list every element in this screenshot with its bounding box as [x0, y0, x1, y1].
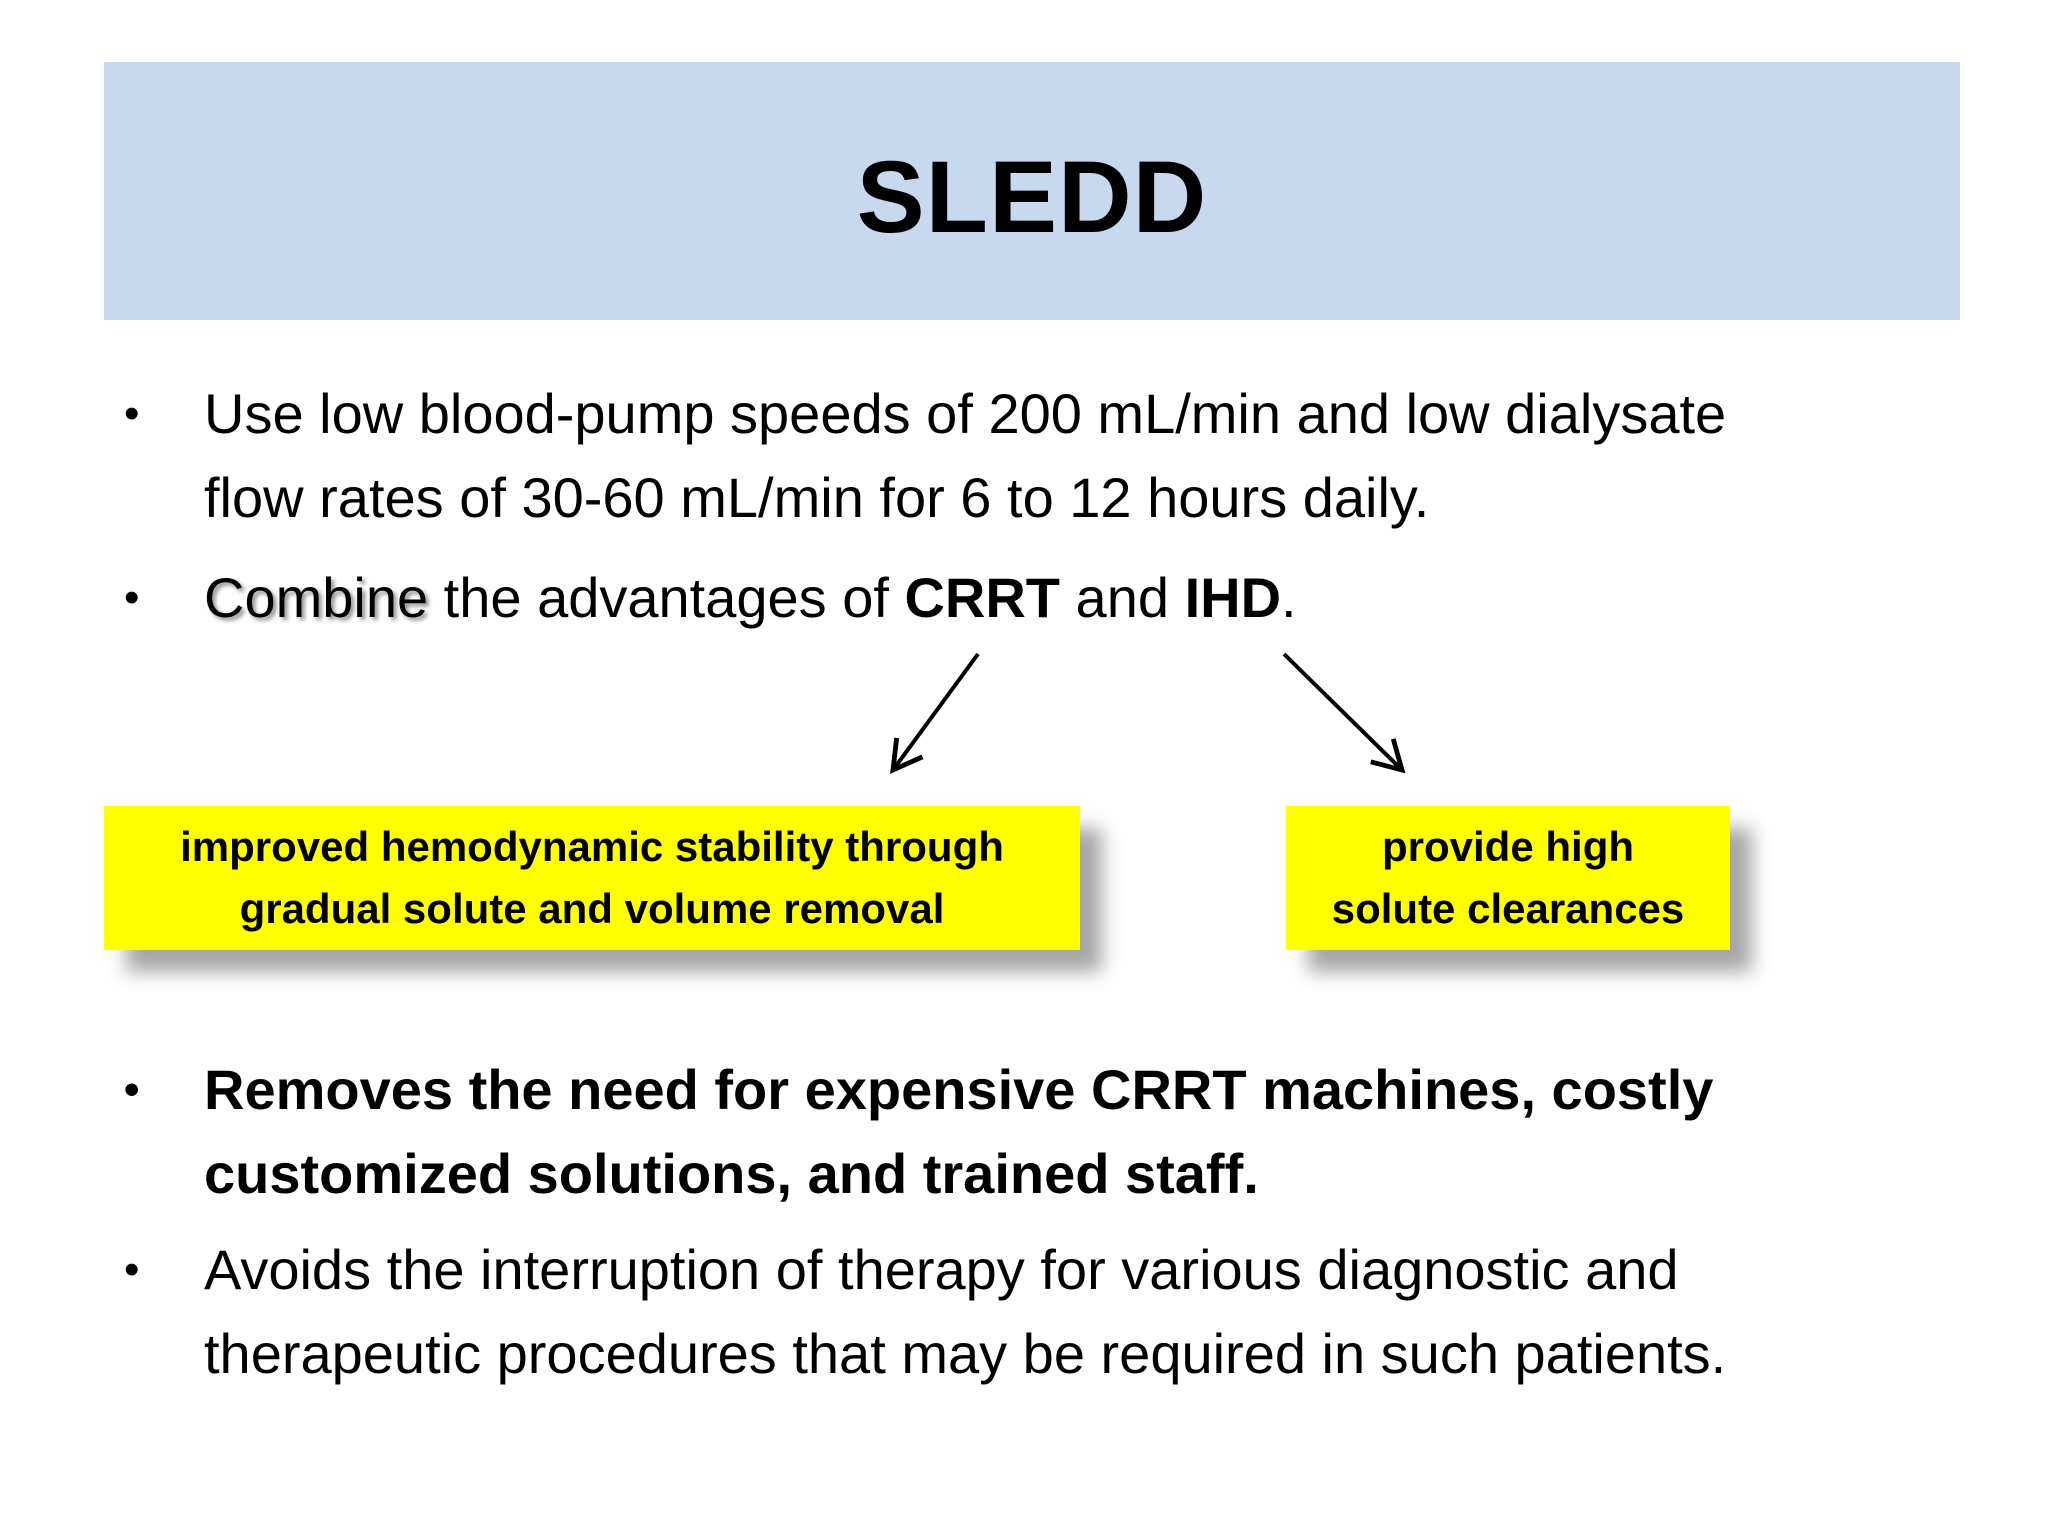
- bullet-text-segment: .: [1281, 566, 1297, 629]
- arrow-to-left-callout: [893, 654, 978, 770]
- callout-solute-clearance: [1286, 806, 1730, 950]
- bullet-line: Avoids the interruption of therapy for various diagnostic and: [204, 1238, 1679, 1301]
- callout-line: gradual solute and volume removal: [239, 885, 945, 932]
- bullet-text: [204, 372, 1726, 540]
- callout-hemodynamic-stability: [104, 806, 1080, 950]
- callout-line: improved hemodynamic stability through: [180, 823, 1004, 870]
- bullet-text-segment: and: [1060, 566, 1185, 629]
- bullet-text: [204, 1048, 1713, 1216]
- bullet-dot: •: [124, 573, 140, 622]
- bullet-dot: •: [124, 389, 140, 438]
- slide-title: SLEDD: [856, 139, 1208, 254]
- bullet-dot: •: [124, 1245, 140, 1294]
- bullet-text: [204, 1228, 1726, 1396]
- bullet-line: therapeutic procedures that may be required in such patients.: [204, 1322, 1727, 1385]
- callout-line: provide high: [1382, 823, 1634, 870]
- bullet-text: [204, 556, 1297, 640]
- bullet-text-segment: the advantages of: [428, 566, 905, 629]
- callout-line: solute clearances: [1331, 885, 1685, 932]
- title-banner: [104, 62, 1960, 320]
- combine-word: Combine: [204, 566, 429, 629]
- arrow-to-right-callout: [1284, 654, 1402, 770]
- bullet-line: customized solutions, and trained staff.: [204, 1142, 1259, 1205]
- bullet-dot: •: [124, 1065, 140, 1114]
- bullet-line: Removes the need for expensive CRRT machines, costly: [204, 1058, 1714, 1121]
- crrt-term: CRRT: [904, 566, 1060, 629]
- ihd-term: IHD: [1184, 566, 1282, 629]
- bullet-line: flow rates of 30-60 mL/min for 6 to 12 hours daily.: [204, 466, 1430, 529]
- bullet-line: Use low blood-pump speeds of 200 mL/min and low dialysate: [204, 382, 1727, 445]
